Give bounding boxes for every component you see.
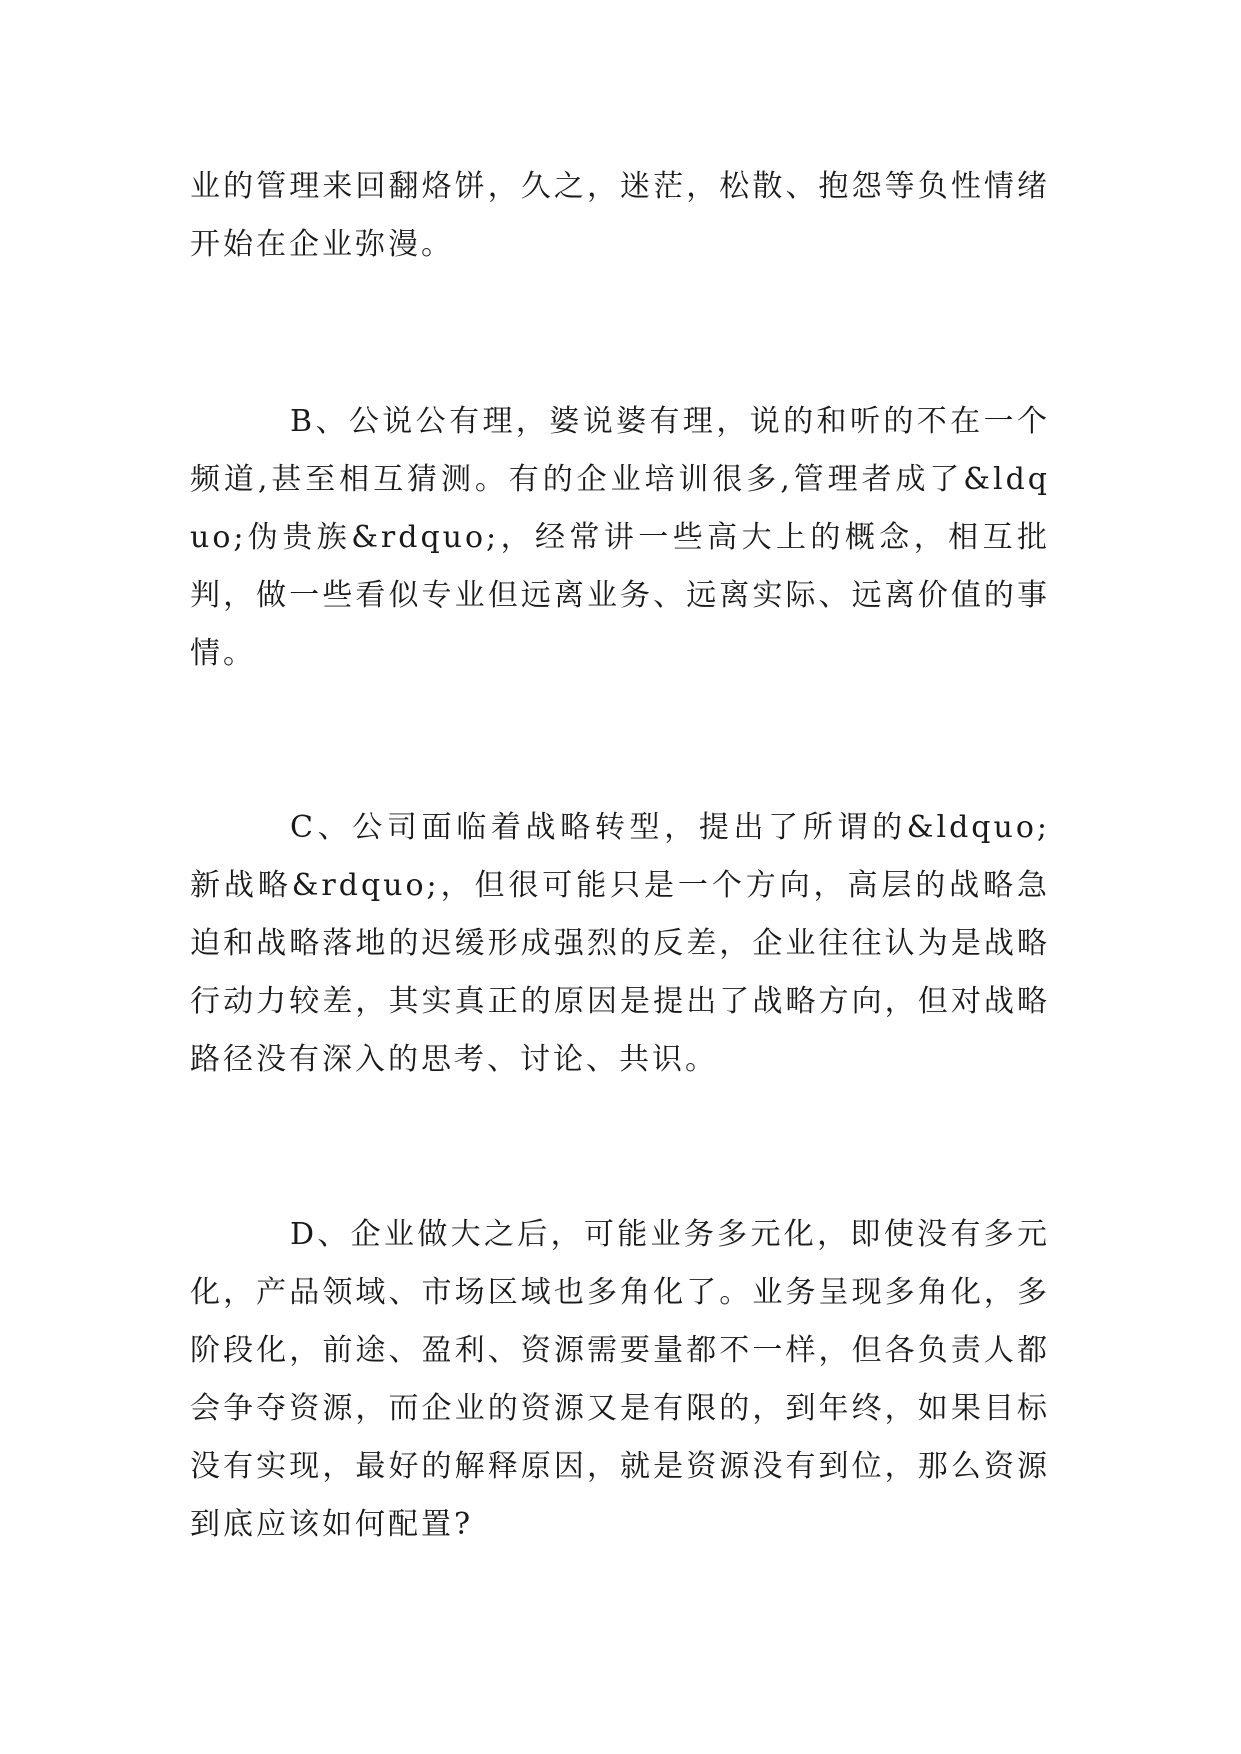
document-body: [190, 158, 1050, 1554]
paragraph-b: B、公说公有理，婆说婆有理，说的和听的不在一个频道,甚至相互猜测。有的企业培训很多,管理者成了&ldquo;伪贵族&rdquo;，经常讲一些高大上的概念，相互批判，做一些看似专业但远离业务、远离实际、远离价值的事情。: [190, 404, 1050, 671]
paragraph-c: C、公司面临着战略转型，提出了所谓的&ldquo;新战略&rdquo;，但很可能只是一个方向，高层的战略急迫和战略落地的迟缓形成强烈的反差，企业往往认为是战略行动力较差，其实真正的原因是提出了战略方向，但对战略路径没有深入的思考、讨论、共识。: [190, 810, 1050, 1077]
paragraph-d: D、企业做大之后，可能业务多元化，即使没有多元化，产品领域、市场区域也多角化了。业务呈现多角化，多阶段化，前途、盈利、资源需要量都不一样，但各负责人都会争夺资源，而企业的资源又是有限的，到年终，如果目标没有实现，最好的解释原因，就是资源没有到位，那么资源到底应该如何配置?: [190, 1217, 1050, 1542]
paragraph-continuation: 业的管理来回翻烙饼，久之，迷茫，松散、抱怨等负性情绪开始在企业弥漫。: [190, 169, 1050, 262]
